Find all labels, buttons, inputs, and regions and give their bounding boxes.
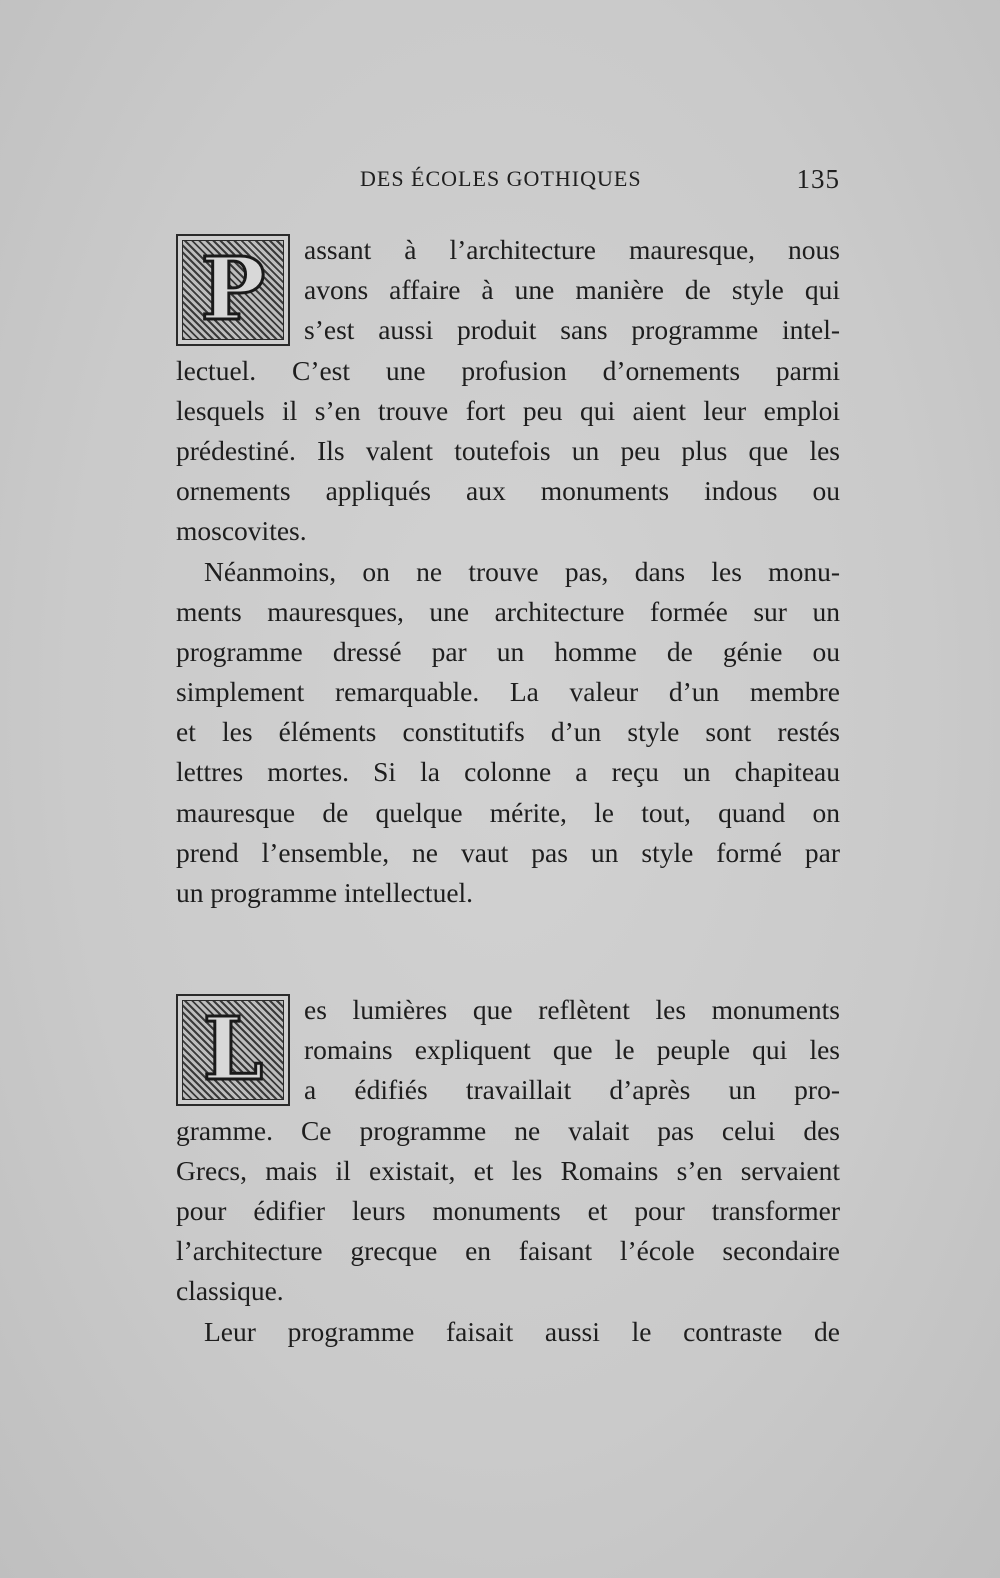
text-line: gramme. Ce programme ne valait pas celui des bbox=[176, 1114, 840, 1146]
text-line: simplement remarquable. La valeur d’un membre bbox=[176, 676, 840, 708]
section-architecture-mauresque bbox=[176, 230, 840, 913]
text-line: s’est aussi produit sans programme intel- bbox=[304, 314, 840, 346]
text-line: lettres mortes. Si la colonne a reçu un chapiteau bbox=[176, 756, 840, 788]
text-line: un programme intellectuel. bbox=[176, 877, 474, 908]
text-line: prend l’ensemble, ne vaut pas un style formé par bbox=[176, 836, 840, 868]
ornamental-dropcap-p bbox=[176, 234, 290, 346]
text-line: prédestiné. Ils valent toutefois un peu plus que les bbox=[176, 434, 840, 466]
ornamental-dropcap-l bbox=[176, 994, 290, 1106]
text-line: classique. bbox=[176, 1275, 284, 1307]
text-line: moscovites. bbox=[176, 515, 307, 547]
text-line: lectuel. C’est une profusion d’ornements parmi bbox=[176, 354, 840, 386]
text-line: Leur programme faisait aussi le contraste de bbox=[204, 1315, 840, 1347]
dropcap-letter: P bbox=[200, 240, 266, 340]
text-line: ments mauresques, une architecture formée sur un bbox=[176, 595, 840, 627]
text-line: pour édifier leurs monuments et pour transformer bbox=[176, 1194, 840, 1226]
dropcap-letter: L bbox=[202, 1000, 264, 1100]
section-monuments-romains bbox=[176, 990, 840, 1352]
text-line: programme dressé par un homme de génie ou bbox=[176, 635, 840, 667]
running-title: DES ÉCOLES GOTHIQUES bbox=[360, 166, 642, 191]
page-number: 135 bbox=[796, 164, 840, 194]
text-line: Grecs, mais il existait, et les Romains s’en servaient bbox=[176, 1154, 840, 1186]
dropcap-ornament bbox=[182, 240, 284, 340]
text-line: assant à l’architecture mauresque, nous bbox=[304, 234, 840, 265]
text-line: a édifiés travaillait d’après un pro- bbox=[304, 1074, 840, 1106]
text-line: ornements appliqués aux monuments indous ou bbox=[176, 475, 840, 507]
text-line: lesquels il s’en trouve fort peu qui aient leur emploi bbox=[176, 394, 840, 426]
text-line: es lumières que reflètent les monuments bbox=[304, 994, 840, 1025]
text-line: et les éléments constitutifs d’un style sont restés bbox=[176, 716, 840, 748]
text-line: mauresque de quelque mérite, le tout, quand on bbox=[176, 796, 840, 828]
text-line: l’architecture grecque en faisant l’école secondaire bbox=[176, 1235, 840, 1267]
text-line: avons affaire à une manière de style qui bbox=[304, 274, 840, 306]
text-line: Néanmoins, on ne trouve pas, dans les monu- bbox=[204, 555, 840, 587]
running-head bbox=[176, 166, 840, 200]
text-line: romains expliquent que le peuple qui les bbox=[304, 1034, 840, 1066]
dropcap-ornament bbox=[182, 1000, 284, 1100]
